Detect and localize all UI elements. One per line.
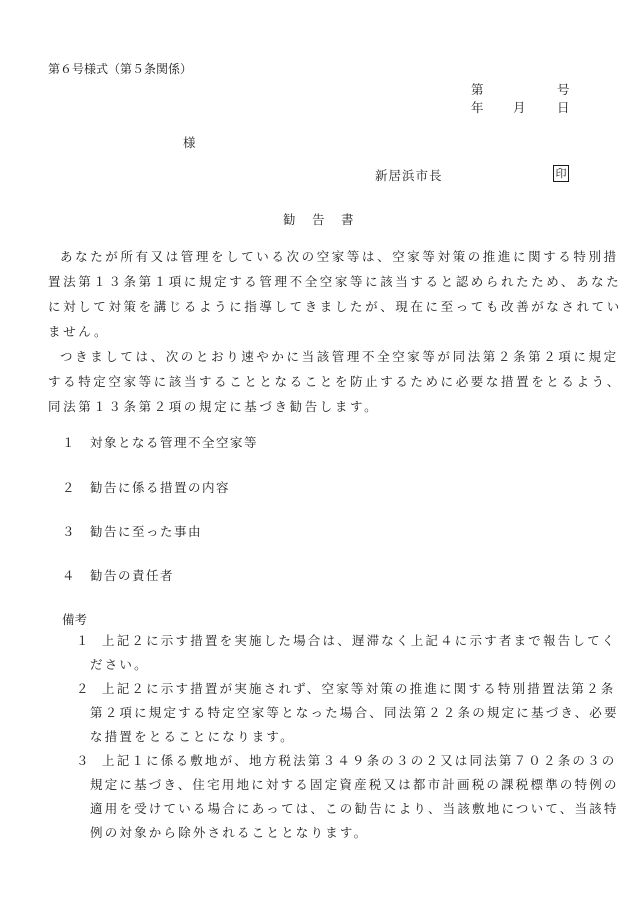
item-text: 勧告に至った事由 bbox=[90, 524, 203, 539]
item-text: 勧告に係る措置の内容 bbox=[90, 480, 231, 495]
number-prefix: 第 bbox=[471, 82, 484, 97]
date-year: 年 bbox=[471, 100, 484, 115]
note-line: 規定に基づき、住宅用地に対する固定資産税又は都市計画税の課税標準の特例の bbox=[90, 777, 619, 792]
remarks-heading: 備考 bbox=[62, 612, 88, 627]
issuer-title: 新居浜市長 bbox=[375, 168, 443, 183]
item-number: ２ bbox=[62, 480, 75, 495]
body-p2-line: つきましては、次のとおり速やかに当該管理不全空家等が同法第２条第２項に規定 bbox=[60, 349, 619, 364]
body-p1-line: 置法第１３条第１項に規定する管理不全空家等に該当すると認められたため、あなた bbox=[48, 274, 622, 289]
note-number: ３ bbox=[76, 753, 89, 768]
date-month: 月 bbox=[513, 100, 526, 115]
number-suffix: 号 bbox=[557, 82, 570, 97]
item-number: １ bbox=[62, 435, 75, 450]
note-line: 上記２に示す措置を実施した場合は、遅滞なく上記４に示す者まで報告してく bbox=[102, 633, 617, 648]
note-line: 第２項に規定する特定空家等となった場合、同法第２２条の規定に基づき、必要 bbox=[90, 705, 619, 720]
note-line: 上記２に示す措置が実施されず、空家等対策の推進に関する特別措置法第２条 bbox=[102, 681, 616, 696]
body-p1-line: ません。 bbox=[48, 324, 110, 339]
note-line: 上記１に係る敷地が、地方税法第３４９条の３の２又は同法第７０２条の３の bbox=[102, 753, 617, 768]
item-text: 対象となる管理不全空家等 bbox=[90, 435, 259, 450]
date-day: 日 bbox=[557, 100, 570, 115]
body-p1-line: あなたが所有又は管理をしている次の空家等は、空家等対策の推進に関する特別措 bbox=[60, 249, 619, 264]
note-line: ださい。 bbox=[90, 657, 149, 672]
note-line: 例の対象から除外されることとなります。 bbox=[90, 825, 369, 840]
seal-mark: 印 bbox=[553, 165, 569, 182]
body-p2-line: 同法第１３条第２項の規定に基づき勧告します。 bbox=[48, 399, 380, 414]
item-text: 勧告の責任者 bbox=[90, 568, 175, 583]
note-line: な措置をとることになります。 bbox=[90, 729, 295, 744]
note-number: １ bbox=[76, 633, 89, 648]
item-number: ４ bbox=[62, 568, 75, 583]
body-p1-line: に対して対策を講じるように指導してきましたが、現在に至っても改善がなされてい bbox=[48, 299, 622, 314]
item-number: ３ bbox=[62, 524, 75, 539]
form-label: 第６号様式（第５条関係） bbox=[48, 62, 193, 76]
body-p2-line: する特定空家等に該当することとなることを防止するために必要な措置をとるよう、 bbox=[48, 374, 622, 389]
addressee-suffix: 様 bbox=[183, 135, 196, 150]
document-title: 勧 告 書 bbox=[283, 212, 356, 227]
note-line: 適用を受けている場合にあっては、この勧告により、当該敷地について、当該特 bbox=[90, 801, 619, 816]
note-number: ２ bbox=[76, 681, 89, 696]
